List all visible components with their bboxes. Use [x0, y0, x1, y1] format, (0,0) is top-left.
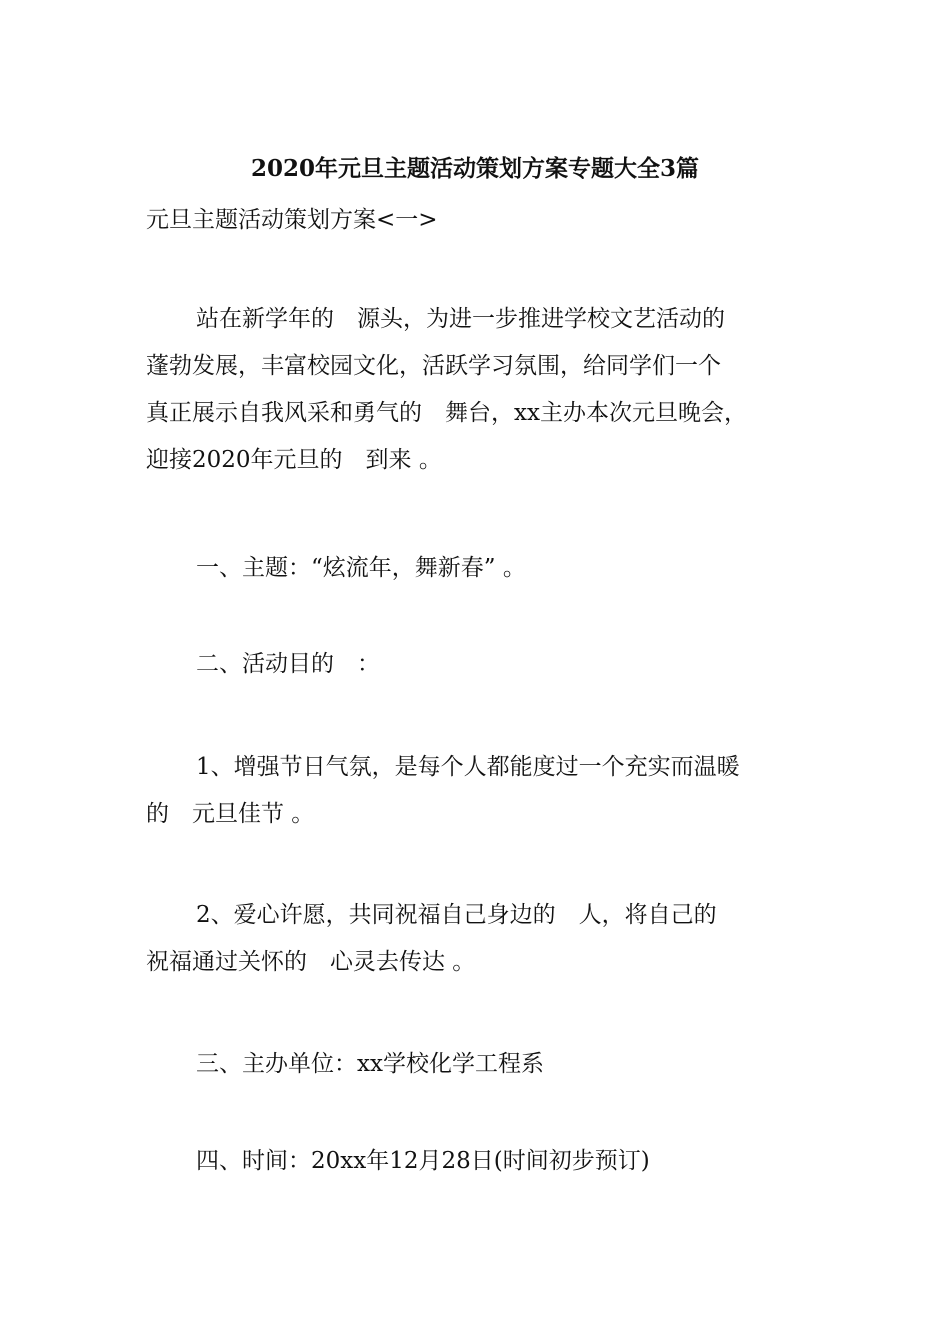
intro-line: 蓬勃发展，丰富校园文化，活跃学习氛围，给同学们一个	[146, 353, 721, 379]
time-paragraph	[146, 1138, 816, 1185]
intro-line: 真正展示自我风采和勇气的 舞台，xx主办本次元旦晚会，	[146, 400, 747, 426]
purpose-heading	[146, 641, 816, 688]
goal-2-paragraph	[146, 892, 816, 986]
intro-line: 站在新学年的 源头，为进一步推进学校文艺活动的	[196, 306, 725, 332]
intro-line: 迎接2020年元旦的 到来 。	[146, 447, 442, 473]
host-line: 三、主办单位：xx学校化学工程系	[196, 1051, 544, 1077]
intro-paragraph	[146, 296, 816, 484]
time-line: 四、时间：20xx年12月28日(时间初步预订)	[196, 1148, 650, 1174]
goal-1-line: 的 元旦佳节 。	[146, 801, 315, 827]
section-subtitle: 元旦主题活动策划方案<一>	[146, 207, 438, 233]
goal-2-line: 祝福通过关怀的 心灵去传达 。	[146, 949, 476, 975]
goal-2-line: 2、爱心许愿，共同祝福自己身边的 人，将自己的	[196, 902, 717, 928]
host-paragraph	[146, 1041, 816, 1088]
purpose-heading-line: 二、活动目的 ：	[196, 651, 380, 677]
theme-line: 一、主题：“炫流年，舞新春” 。	[196, 555, 526, 581]
goal-1-line: 1、增强节日气氛，是每个人都能度过一个充实而温暖	[196, 754, 740, 780]
document-title: 2020年元旦主题活动策划方案专题大全3篇	[250, 155, 700, 182]
theme-paragraph	[146, 545, 816, 592]
goal-1-paragraph	[146, 744, 816, 838]
